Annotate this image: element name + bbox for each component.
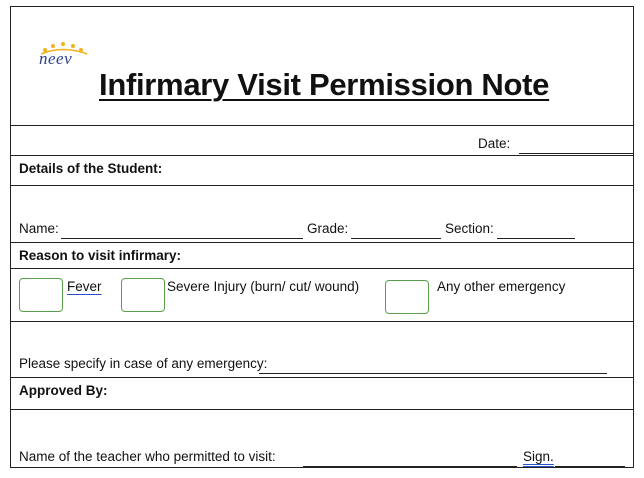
fever-label: Fever	[67, 279, 102, 294]
fever-checkbox[interactable]	[19, 278, 63, 312]
divider	[11, 155, 633, 156]
student-details-heading: Details of the Student:	[19, 161, 163, 176]
section-label: Section:	[445, 221, 494, 236]
reason-heading: Reason to visit infirmary:	[19, 248, 182, 263]
divider	[11, 125, 633, 126]
severe-injury-label: Severe Injury (burn/ cut/ wound)	[167, 279, 360, 294]
grade-label: Grade:	[307, 221, 349, 236]
section-field[interactable]	[497, 238, 575, 239]
divider	[11, 321, 633, 322]
divider	[11, 409, 633, 410]
name-label: Name:	[19, 221, 59, 236]
date-label: Date:	[478, 136, 511, 151]
page-title: Infirmary Visit Permission Note	[99, 67, 550, 102]
specify-emergency-field[interactable]	[259, 373, 607, 374]
permission-note-form	[10, 6, 634, 468]
date-field[interactable]	[519, 153, 633, 154]
sign-label: Sign.	[523, 449, 554, 464]
divider	[11, 268, 633, 269]
teacher-name-label: Name of the teacher who permitted to visit:	[19, 449, 276, 464]
grade-field[interactable]	[351, 238, 441, 239]
divider	[11, 242, 633, 243]
neev-logo	[33, 41, 91, 85]
teacher-name-field[interactable]	[303, 466, 517, 467]
other-emergency-label: Any other emergency	[437, 279, 566, 294]
specify-emergency-label: Please specify in case of any emergency:	[19, 356, 268, 371]
approved-by-heading: Approved By:	[19, 383, 108, 398]
sign-field[interactable]	[555, 466, 625, 467]
severe-injury-checkbox[interactable]	[121, 278, 165, 312]
divider	[11, 185, 633, 186]
logo-text: neev	[39, 49, 73, 68]
other-emergency-checkbox[interactable]	[385, 280, 429, 314]
name-field[interactable]	[61, 238, 303, 239]
divider	[11, 377, 633, 378]
